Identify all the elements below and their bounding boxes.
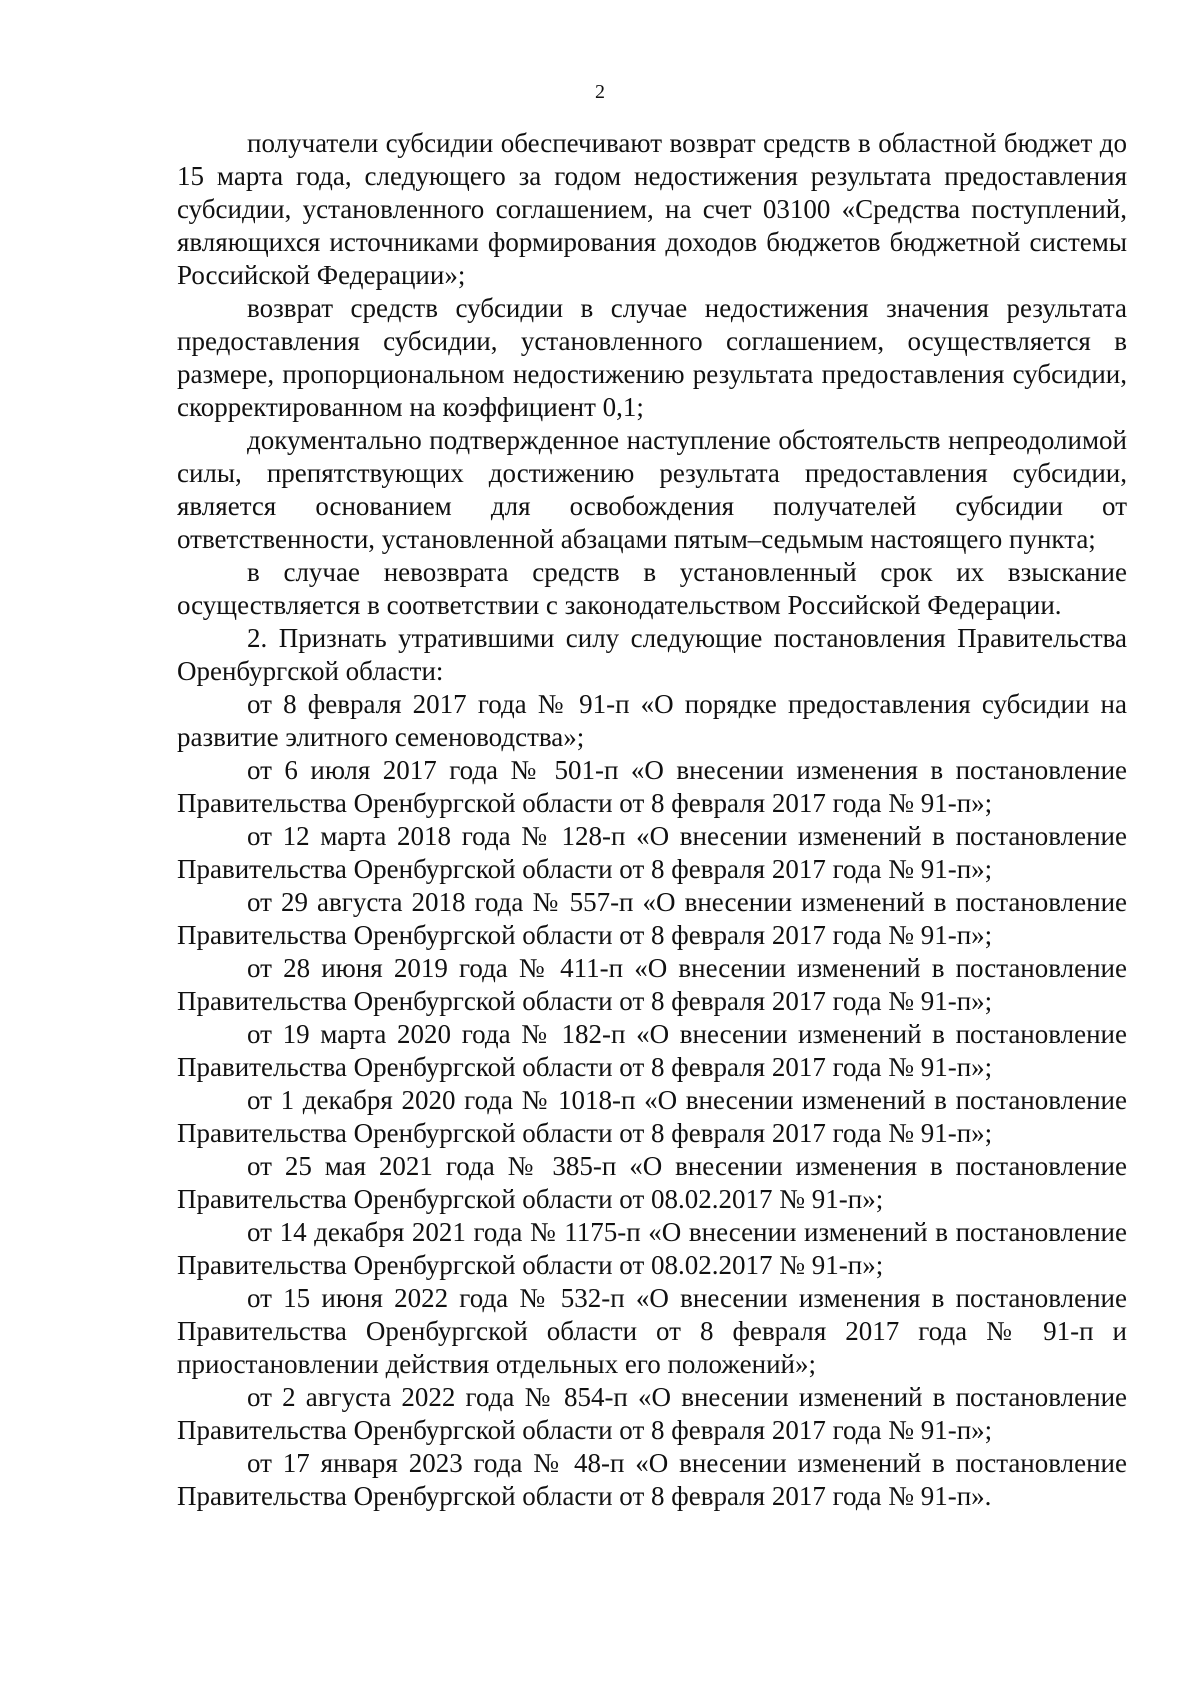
repealed-resolution-item: от 19 марта 2020 года № 182-п «О внесении изменений в постановление Правительства Оренбургской области от 8 февраля 2017 года № 91-п»; (177, 1019, 1127, 1082)
repealed-resolution-item: от 29 августа 2018 года № 557-п «О внесении изменений в постановление Правительства Оренбургской области от 8 февраля 2017 года № 91-п»; (177, 887, 1127, 950)
page-number: 2 (595, 81, 605, 103)
repealed-resolution-item: от 17 января 2023 года № 48-п «О внесении изменений в постановление Правительства Оренбургской области от 8 февраля 2017 года № 91-п». (177, 1448, 1127, 1511)
repealed-resolution-item: от 12 марта 2018 года № 128-п «О внесении изменений в постановление Правительства Оренбургской области от 8 февраля 2017 года № 91-п»; (177, 821, 1127, 884)
repealed-resolution-item: от 2 августа 2022 года № 854-п «О внесении изменений в постановление Правительства Оренбургской области от 8 февраля 2017 года № 91-п»; (177, 1382, 1127, 1445)
repealed-resolution-item: от 14 декабря 2021 года № 1175-п «О внесении изменений в постановление Правительства Оренбургской области от 08.02.2017 № 91-п»; (177, 1217, 1127, 1280)
repealed-resolution-item: от 25 мая 2021 года № 385-п «О внесении изменения в постановление Правительства Оренбургской области от 08.02.2017 № 91-п»; (177, 1151, 1127, 1214)
paragraph-refund-deadline: получатели субсидии обеспечивают возврат средств в областной бюджет до 15 марта года, следующего за годом недостижения результата предоставления субсидии, установленного соглашением, на счет 03100 «Средства поступлений, являющихся источниками формирования доходов бюджетов бюджетной системы Российской Федерации»; (177, 128, 1127, 290)
paragraph-repeal-clause: 2. Признать утратившими силу следующие постановления Правительства Оренбургской области: (177, 623, 1127, 686)
repealed-resolution-item: от 8 февраля 2017 года № 91-п «О порядке предоставления субсидии на развитие элитного семеноводства»; (177, 689, 1127, 752)
paragraph-recovery: в случае невозврата средств в установленный срок их взыскание осуществляется в соответствии с законодательством Российской Федерации. (177, 557, 1127, 620)
repealed-resolution-item: от 15 июня 2022 года № 532-п «О внесении изменения в постановление Правительства Оренбургской области от 8 февраля 2017 года № 91-п и приостановлении действия отдельных его положений»; (177, 1283, 1127, 1379)
paragraph-refund-amount: возврат средств субсидии в случае недостижения значения результата предоставления субсидии, установленного соглашением, осуществляется в размере, пропорциональном недостижению результата предоставления субсидии, скорректированном на коэффициент 0,1; (177, 293, 1127, 422)
repealed-resolution-item: от 28 июня 2019 года № 411-п «О внесении изменений в постановление Правительства Оренбургской области от 8 февраля 2017 года № 91-п»; (177, 953, 1127, 1016)
repealed-resolution-item: от 1 декабря 2020 года № 1018-п «О внесении изменений в постановление Правительства Оренбургской области от 8 февраля 2017 года № 91-п»; (177, 1085, 1127, 1148)
document-body (177, 127, 1127, 1513)
paragraph-force-majeure: документально подтвержденное наступление обстоятельств непреодолимой силы, препятствующих достижению результата предоставления субсидии, является основанием для освобождения получателей субсидии от ответственности, установленной абзацами пятым–седьмым настоящего пункта; (177, 425, 1127, 554)
repealed-resolution-item: от 6 июля 2017 года № 501-п «О внесении изменения в постановление Правительства Оренбургской области от 8 февраля 2017 года № 91-п»; (177, 755, 1127, 818)
